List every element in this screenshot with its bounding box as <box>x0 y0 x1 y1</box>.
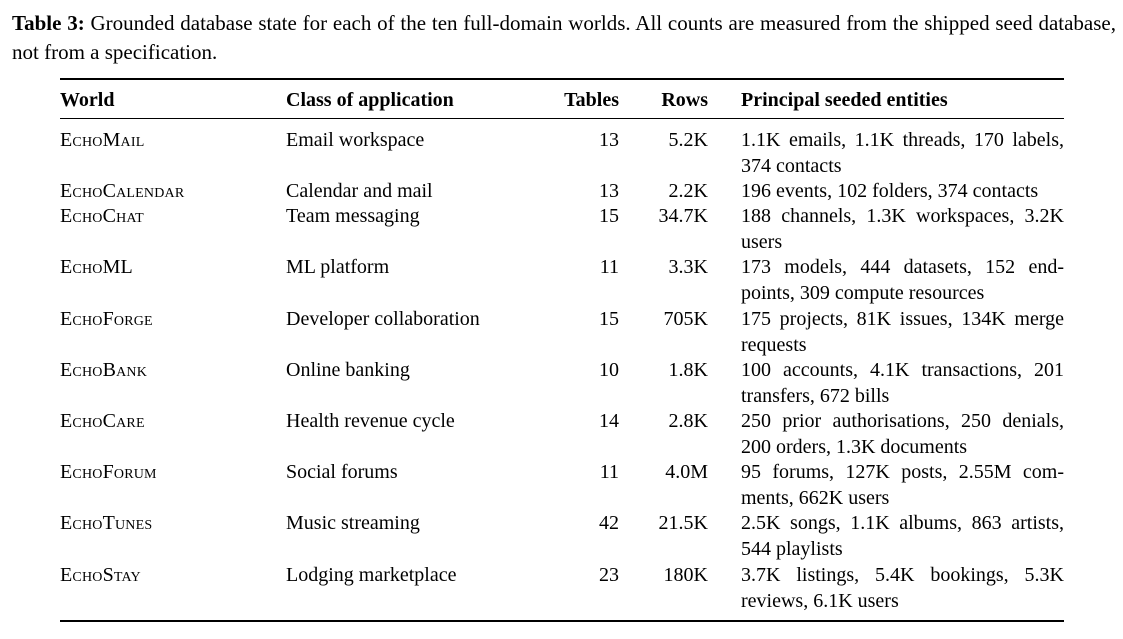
cell-tables: 23 <box>599 564 619 586</box>
cell-class: Music streaming <box>286 512 420 534</box>
cell-rows: 21.5K <box>658 512 708 534</box>
table-top-rule <box>60 78 1064 80</box>
header-class: Class of application <box>286 89 454 111</box>
cell-tables: 15 <box>599 308 619 330</box>
cell-world: EchoBank <box>60 359 148 381</box>
cell-entities: 175 projects, 81K issues, 134K merge requests <box>741 308 1064 356</box>
cell-entities: 196 events, 102 folders, 374 contacts <box>741 180 1039 202</box>
cell-world: EchoCalendar <box>60 180 185 202</box>
header-tables: Tables <box>564 89 619 111</box>
cell-tables: 11 <box>599 256 619 278</box>
cell-class: Developer collaboration <box>286 308 480 330</box>
cell-entities: 2.5K songs, 1.1K albums, 863 artists, 544 playlists <box>741 512 1064 560</box>
caption-text: Grounded database state for each of the ten full-domain worlds. All counts are measured from the shipped seed database, not from a specification. <box>12 11 1116 64</box>
cell-tables: 13 <box>599 180 619 202</box>
cell-entities: 100 accounts, 4.1K transactions, 201 transfers, 672 bills <box>741 359 1064 407</box>
cell-entities: 173 models, 444 datasets, 152 endpoints, 309 compute resources <box>741 256 1064 304</box>
cell-class: Online banking <box>286 359 410 381</box>
cell-entities: 3.7K listings, 5.4K bookings, 5.3K reviews, 6.1K users <box>741 564 1064 612</box>
cell-world: EchoStay <box>60 564 141 586</box>
cell-entities: 250 prior authorisations, 250 denials, 200 orders, 1.3K documents <box>741 410 1064 458</box>
cell-world: EchoTunes <box>60 512 153 534</box>
cell-world: EchoCare <box>60 410 145 432</box>
cell-tables: 14 <box>599 410 619 432</box>
cell-rows: 705K <box>663 308 708 330</box>
cell-entities: 188 channels, 1.3K workspaces, 3.2K users <box>741 205 1064 253</box>
table-header-rule <box>60 118 1064 119</box>
cell-class: Calendar and mail <box>286 180 433 202</box>
cell-class: Health revenue cycle <box>286 410 455 432</box>
cell-rows: 34.7K <box>658 205 708 227</box>
cell-world: EchoMail <box>60 129 145 151</box>
cell-world: EchoChat <box>60 205 144 227</box>
cell-class: Email workspace <box>286 129 425 151</box>
cell-rows: 2.2K <box>668 180 708 202</box>
cell-rows: 4.0M <box>665 461 708 483</box>
cell-class: Lodging marketplace <box>286 564 457 586</box>
cell-entities: 95 forums, 127K posts, 2.55M comments, 662K users <box>741 461 1064 509</box>
cell-class: Social forums <box>286 461 398 483</box>
cell-world: EchoML <box>60 256 133 278</box>
header-world: World <box>60 89 115 111</box>
cell-rows: 180K <box>663 564 708 586</box>
cell-tables: 15 <box>599 205 619 227</box>
cell-rows: 3.3K <box>668 256 708 278</box>
cell-world: EchoForum <box>60 461 157 483</box>
cell-rows: 1.8K <box>668 359 708 381</box>
caption-label: Table 3: <box>12 11 85 35</box>
table-caption <box>12 9 1116 67</box>
header-rows: Rows <box>661 89 708 111</box>
cell-world: EchoForge <box>60 308 153 330</box>
cell-class: Team messaging <box>286 205 420 227</box>
table-bottom-rule <box>60 620 1064 622</box>
cell-tables: 42 <box>599 512 619 534</box>
cell-class: ML platform <box>286 256 390 278</box>
cell-tables: 11 <box>599 461 619 483</box>
cell-entities: 1.1K emails, 1.1K threads, 170 labels, 374 contacts <box>741 129 1064 177</box>
cell-rows: 5.2K <box>668 129 708 151</box>
cell-tables: 10 <box>599 359 619 381</box>
cell-rows: 2.8K <box>668 410 708 432</box>
cell-tables: 13 <box>599 129 619 151</box>
header-entities: Principal seeded entities <box>741 89 948 111</box>
